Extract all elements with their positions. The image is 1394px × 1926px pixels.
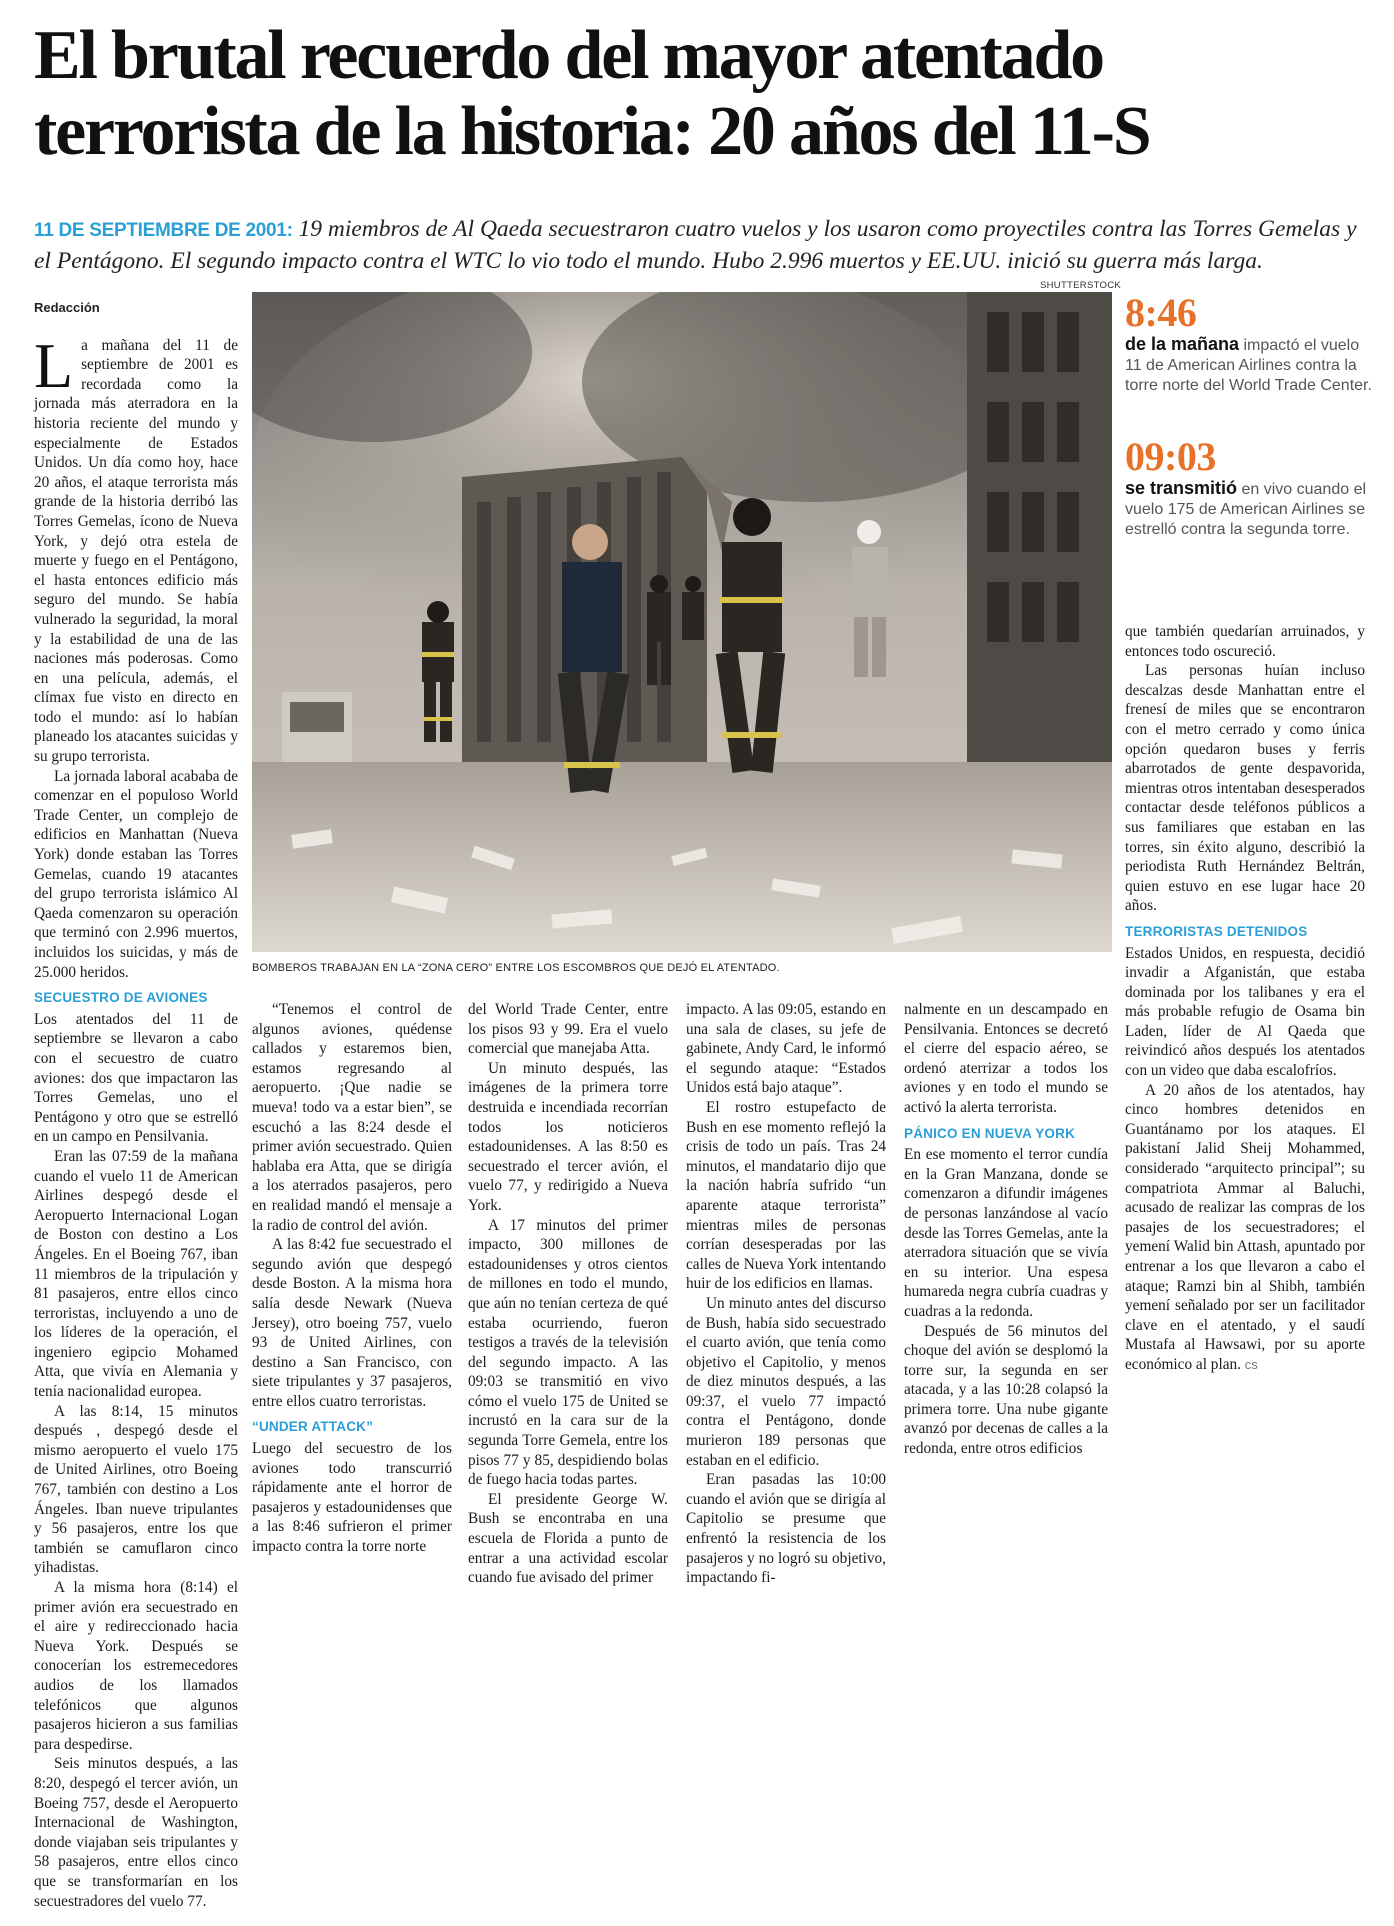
fact-text: en vivo cuando el vuelo 175 de American Airlines se estrelló contra la segunda torre.	[1125, 481, 1367, 538]
paragraph: Un minuto antes del discurso de Bush, había sido secuestrado el cuarto avión, que tenía como objetivo el Capitolio, y menos de diez minutos después, a las 09:37, el vuelo 77 impactó contra el Pentágono, donde murieron 189 personas que estaban en el edificio.	[686, 1294, 886, 1469]
paragraph: Después de 56 minutos del choque del avión se desplomó la torre sur, la segunda en ser atacada, y a las 10:28 colapsó la primera torre. Una nube gigante avanzó por decenas de calles a la redonda, entre otros edificios	[904, 1322, 1108, 1458]
paragraph: nalmente en un descampado en Pensilvania. Entonces se decretó el cierre del espacio aéreo, se ordenó aterrizar a todos los aviones y en todo el mundo se activó la alerta terrorista.	[904, 1001, 1108, 1116]
headline	[34, 18, 1374, 170]
paragraph: A las 8:42 fue secuestrado el segundo avión que despegó desde Boston. A la misma hora salía desde Newark (Nueva Jersey), otro boeing 757, vuelo 93 de United Airlines, con destino a San Francisco, con siete tripulantes y 37 pasajeros, entre ellos cuatro terroristas.	[252, 1236, 452, 1410]
drop-cap: L	[34, 329, 74, 401]
paragraph: A la misma hora (8:14) el primer avión era secuestrado en el aire y redireccionado hacia Nueva York. Después se conocerían los estremecedores audios de los llamados telefónicos que algunos pasajeros hicieron a sus familias para despedirse.	[34, 1579, 238, 1753]
fact-bold: de la mañana	[1125, 334, 1240, 354]
paragraph: Luego del secuestro de los aviones todo transcurrió rápidamente ante el horror de pasajeros y estadounidenses que a las 8:46 sufrieron el primer impacto contra la torre norte	[252, 1440, 452, 1556]
paragraph: que también quedarían arruinados, y entonces todo oscureció.	[1125, 623, 1365, 660]
article-column-6	[1125, 622, 1365, 1375]
subhead-secuestro: SECUESTRO DE AVIONES	[34, 990, 208, 1006]
paragraph: Las personas huían incluso descalzas desde Manhattan entre el frenesí de miles que se encontraron con el metro cerrado y como única opción quedaron buses y ferris abarrotados de gente despavorida, mientras otros intentaban desesperados contactar desde teléfonos públicos a sus familiares que estaban en las torres, sin éxito alguno, describió la periodista Ruth Hernández Beltrán, quien estuvo en ese lugar hace 20 años.	[1125, 662, 1365, 915]
article-column-4	[686, 1000, 886, 1588]
fact-time: 8:46	[1125, 290, 1197, 335]
paragraph: Estados Unidos, en respuesta, decidió invadir a Afganistán, que estaba dominada por los talibanes y era el más probable refugio de Osama bin Laden, líder de Al Qaeda que reivindicó años después los atentados con un video que daba escalofríos.	[1125, 944, 1365, 1080]
paragraph: Eran pasadas las 10:00 cuando el avión que se dirigía al Capitolio se presume que enfrentó la resistencia de los pasajeros y no logró su objetivo, impactando fi-	[686, 1471, 886, 1587]
article-column-5	[904, 1000, 1108, 1459]
paragraph: El presidente George W. Bush se encontraba en una escuela de Florida a punto de entrar a una actividad escolar cuando fue avisado del primer	[468, 1490, 668, 1587]
deck-kicker: 11 DE SEPTIEMBRE DE 2001:	[34, 220, 293, 241]
deck-text: 19 miembros de Al Qaeda secuestraron cuatro vuelos y los usaron como proyectiles contra las Torres Gemelas y el Pentágono. El segundo impacto contra el WTC lo vio todo el mundo. Hubo 2.996 muertos y EE.UU. inició su guerra más larga.	[34, 216, 1357, 274]
article-column-1	[34, 298, 238, 1911]
deck	[34, 214, 1364, 276]
end-mark-icon: cs	[1244, 1356, 1258, 1372]
lead-paragraph: La mañana del 11 de septiembre de 2001 es recordada como la jornada más aterradora en la historia reciente del mundo y especialmente de Estados Unidos. Un día como hoy, hace 20 años, el ataque terrorista más grande de la historia derribó las Torres Gemelas, ícono de Nueva York, y dejó otra estela de muerte y fuego en el Pentágono, el hasta entonces edificio más seguro del mundo. Se había vulnerado la seguridad, la moral y la estabilidad de una de las naciones más poderosas. Como en una película, además, el clímax fue visto en directo en todo el mundo: así lo habían planeado los atacantes suicidas y su grupo terrorista.	[34, 329, 238, 766]
subhead-terroristas: TERRORISTAS DETENIDOS	[1125, 923, 1308, 939]
paragraph: En ese momento el terror cundía en la Gran Manzana, donde se comenzaron a difundir imágenes de personas lanzándose al vacío desde las Torres Gemelas, ante la aterradora situación que se vivía en su interior. Una espesa humareda negra cubría cuadras y cuadras a la redonda.	[904, 1146, 1108, 1320]
article-column-3	[468, 1000, 668, 1588]
paragraph: impacto. A las 09:05, estando en una sala de clases, su jefe de gabinete, Andy Card, le informó el segundo ataque: “Estados Unidos está bajo ataque”.	[686, 1001, 886, 1097]
paragraph: A las 8:14, 15 minutos después , despegó desde el mismo aeropuerto el vuelo 175 de United Airlines, otro Boeing 767, también con destino a Los Ángeles. Iban nueve tripulantes y 56 pasajeros, entre los que también se camuflaron cinco yihadistas.	[34, 1402, 238, 1577]
paragraph: A 20 años de los atentados, hay cinco hombres detenidos en Guantánamo por los ataques. El pakistaní Jalid Sheij Mohammed, considerado “arquitecto principal”; su compatriota Ammar al Baluchi, acusado de realizar las compras de los pasajes de los secuestradores; el yemení Walid bin Attash, apuntado por entrenar a los que llevaron a cabo el ataque; Ramzi bin al Shibh, también yemení señalado por ser un facilitador clave en el atentado, y el saudí Mustafa al Hawsawi, por su aporte económico al plan. cs	[1125, 1081, 1365, 1373]
paragraph: El rostro estupefacto de Bush en ese momento reflejó la crisis de todo un país. Tras 24 minutos, el mandatario dijo que la nación habría sufrido “un aparente ataque terrorista” mientras miles de personas corrían desesperadas por las calles de Nueva York intentando huir de los edificios en llamas.	[686, 1098, 886, 1293]
ground-zero-photo	[252, 292, 1112, 952]
paragraph: Eran las 07:59 de la mañana cuando el vuelo 11 de American Airlines despegó desde el Aeropuerto Internacional Logan de Boston con destino a Los Ángeles. En el Boeing 767, iban 11 miembros de la tripulación y 81 pasajeros, entre ellos cinco terroristas, incluyendo a uno de los líderes de la operación, el ingeniero egipcio Mohamed Atta, que vivía en Alemania y tenía nacionalidad europea.	[34, 1147, 238, 1401]
photo-illustration	[252, 292, 1112, 952]
fact-box-1	[1125, 292, 1375, 396]
paragraph: “Tenemos el control de algunos aviones, quédense callados y estaremos bien, estamos regresando al aeropuerto. ¡Que nadie se mueva! todo va a estar bien”, se escuchó a las 8:24 desde el primer avión secuestrado. Quien hablaba era Atta, que se dirigía a los aterrados pasajeros, pero en realidad mandó el mensaje a la radio de control del avión.	[252, 1001, 452, 1234]
photo-credit: SHUTTERSTOCK	[1040, 280, 1122, 291]
photo-caption: BOMBEROS TRABAJAN EN LA “ZONA CERO” ENTRE LOS ESCOMBROS QUE DEJÓ EL ATENTADO.	[252, 962, 780, 974]
paragraph: A 17 minutos del primer impacto, 300 millones de estadounidenses y otros cientos de millones en todo el mundo, que aún no tenían certeza de qué estaba ocurriendo, fueron testigos a través de la televisión del segundo impacto. A las 09:03 se transmitió en vivo cómo el vuelo 175 de United se incrustó en la cara sur de la segunda Torre Gemela, entre los pisos 77 y 85, despidiendo bolas de fuego hacia todas partes.	[468, 1216, 668, 1489]
fact-box-2	[1125, 436, 1375, 540]
byline: Redacción	[34, 300, 100, 315]
subhead-under-attack: “UNDER ATTACK”	[252, 1419, 374, 1435]
paragraph: Seis minutos después, a las 8:20, despegó el tercer avión, un Boeing 757, desde el Aeropuerto Internacional de Washington, donde viajaban seis tripulantes y 58 pasajeros, entre ellos cinco que se transformarían en los secuestradores del vuelo 77.	[34, 1755, 238, 1910]
fact-time: 09:03	[1125, 434, 1216, 479]
headline-line-1: El brutal recuerdo del mayor atentado	[34, 17, 1103, 94]
article-column-2	[252, 1000, 452, 1557]
fact-text: impactó el vuelo 11 de American Airlines contra la torre norte del World Trade Center.	[1125, 337, 1372, 394]
headline-line-2: terrorista de la historia: 20 años del 11-S	[34, 93, 1150, 170]
paragraph: del World Trade Center, entre los pisos 93 y 99. Era el vuelo comercial que manejaba Atta.	[468, 1001, 668, 1058]
paragraph: Un minuto después, las imágenes de la primera torre destruida e incendiada recorrían todos los noticieros estadounidenses. A las 8:50 es secuestrado el tercer avión, el vuelo 77, y redirigido a Nueva York.	[468, 1059, 668, 1214]
paragraph: La jornada laboral acababa de comenzar en el populoso World Trade Center, un complejo de edificios en Manhattan (Nueva York) donde estaban las Torres Gemelas, cuando 19 atacantes del grupo terrorista islámico Al Qaeda comenzaron su operación que terminó con 2.996 muertos, incluidos los suicidas, y más de 25.000 heridos.	[34, 767, 238, 981]
paragraph: Los atentados del 11 de septiembre se llevaron a cabo con el secuestro de cuatro aviones: dos que impactaron las Torres Gemelas, uno el Pentágono y otro que se estrelló en un campo en Pensilvania.	[34, 1010, 238, 1146]
fact-bold: se transmitió	[1125, 478, 1238, 498]
subhead-panico: PÁNICO EN NUEVA YORK	[904, 1125, 1076, 1141]
